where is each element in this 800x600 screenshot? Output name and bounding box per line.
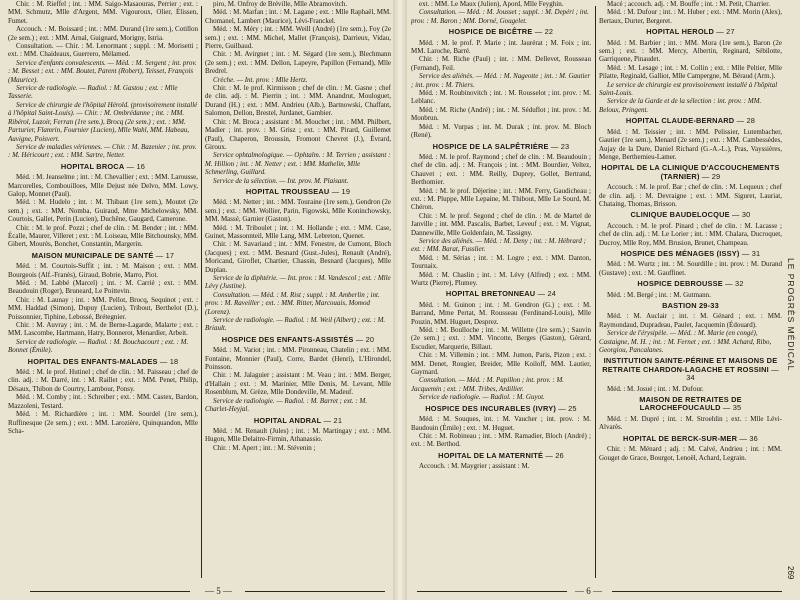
staff-entry: Méd. : M. Auclair ; int. : M. Génard ; ext. : MM. Raymondaud, Dupradeau, Paulet, Jacquemin (Édouard).: [599, 312, 782, 329]
heading-dash: —: [321, 415, 334, 425]
hospital-number: 27: [726, 27, 735, 37]
hospital-heading: [411, 143, 591, 151]
staff-entry: Méd. : M. Dupré ; int. : M. Stroehlin ; ext. : Mlle Lévi-Alvarès.: [599, 414, 782, 432]
heading-dash: —: [722, 279, 736, 289]
right-column-2: [599, 0, 782, 582]
column-divider: [595, 6, 596, 578]
staff-entry: Méd. : M. Hudelo ; int. : M. Thibaut (1re sem.), Moutet (2e sem.) ; ext. : MM. Nomba, Guiraud, Mme Michelowsky, MM. Courtois, Gallet, Perin (Lucien), Duchêne, Gaugard, Camerone.: [8, 198, 198, 224]
hospital-number: 25: [568, 403, 577, 413]
hospital-name: HOSPICE DES MÉNAGES (ISSY): [620, 248, 740, 258]
staff-entry: Chir. : M. Apert ; int. : M. Stévenin ;: [213, 443, 316, 452]
hospital-heading: [599, 357, 782, 382]
hospital-number: 24: [547, 289, 557, 299]
service-entry: Service de la diphtérie. — Int. prov. : M. Vandescol ; ext. : Mlle Lévy (Justine).: [205, 274, 391, 291]
staff-entry: Méd. : M. le prof. Raymond ; chef de clin. : M. Beaudouin ; chef de clin. adj. : M. François ; int. : MM. Bourdier, Veltez, Chauvet ; ext. : MM. Reilly, Duprey, Gollet, Bertrand, Berthomier.: [411, 152, 591, 187]
staff-entry: Chir. : M. le prof. Segond ; chef de clin. : M. de Martel de Janville ; int. MM. Pascalis, Barbet, Leveuf ; ext. : M. Vignat, Dannewille, Mlle Goldenfain, M. Tassigny.: [411, 211, 591, 237]
service-entry: Service de l'érysipèle. — Méd. : M. Marie (en congé), Castaigne, M. H. ; int. : M. Fernet ; ext. : MM. Achard, Ribo, Georgiou, Pancalanes.: [599, 329, 772, 355]
service-entry: Service de chirurgie de l'hôpital Hérold. (provisoirement installé à l'hôpital Saint-Louis). — Chir. : M. Ombrédanne ; int. : MM. Ribérol, Luzoir, Ferran (1re sem.), Brocq (2e sem.) ; ext. : MM. Parturier, Flamrin, Fournier (Lucien), Mlle Wahl, MM. Habeau, Auvigne, Poisvert.: [8, 100, 198, 143]
hospital-name: HOPITAL DE BERCK-SUR-MER: [623, 433, 738, 443]
hospital-heading: [205, 336, 391, 344]
hospital-name: HOPITAL ANDRAL: [253, 415, 322, 425]
service-entry: Service de la sélection. — Int. prov. M. Plaisant.: [213, 176, 349, 185]
hospital-number: 32: [735, 279, 744, 289]
staff-entry: Chir. : M. Riche (Paul) ; int. : MM. Dellevet, Rousseau (Fernand), Feil.: [411, 55, 591, 72]
staff-entry: Méd. : M. Marfan ; int. : M. Lagane ; ext. : Mlle Raphaël, MM. Chomanel, Lambert (Maurice), Lévi-Franckel.: [205, 8, 391, 25]
service-entry: Service des aliénés. — Méd. : M. Deny ; int. : M. Hébrard ; ext. : MM. Barat, Fusslier.: [411, 236, 586, 254]
hospital-heading: [411, 290, 591, 298]
hospital-heading: [599, 435, 782, 443]
heading-dash: —: [543, 450, 556, 460]
heading-dash: —: [739, 248, 752, 258]
hospital-heading: [205, 417, 391, 425]
hospital-number: 19: [341, 186, 351, 196]
hospital-name: HOSPICE DE BICÊTRE: [448, 27, 533, 37]
hospital-heading: [411, 405, 591, 413]
heading-dash: —: [535, 289, 548, 299]
staff-entry: Méd. : M. le prof. Déjerine ; int. : MM. Ferry, Gaudicheau ; ext. : M. Pluppe, Mlle Lepaine, M. Thibout, Mlle Le Sourd, M. Chéron.: [411, 186, 591, 212]
hospital-number: 22: [544, 27, 554, 37]
journal-title: LE PROGRÈS MÉDICAL: [786, 258, 796, 372]
staff-entry: Méd. : M. Guinon ; int. : M. Gendron (G.) ; ext. : M. Barrand, Mme Pertat, M. Rousseau (Ferdinand-Louis), Mlle Pouzin, MM. Huguet, Desprez.: [411, 300, 591, 326]
heading-dash: —: [737, 433, 750, 443]
staff-entry: Méd. : M. Souques, int. : M. Vaucher ; int. prov. : M. Baudouin (Émile) ; ext. : M. Huguet.: [411, 415, 591, 432]
hospital-number: 29: [711, 171, 721, 181]
heading-dash: —: [734, 116, 747, 126]
staff-entry: Méd. : M. le prof. P. Marie ; int. Jaurérat ; M. Foix ; int. MM. Laroche, Barré.: [411, 38, 591, 56]
staff-entry: Méd. : M. Josué ; int. : M. Dufour.: [607, 384, 704, 393]
service-entry: Service de la Garde et de la sélection : int. prov. : MM. Beloux, Pringent.: [599, 97, 762, 114]
hospital-number: 34: [686, 373, 695, 383]
staff-entry: Chir. : M. Rieffel ; int. : MM. Saigo-Masaouras, Perrier ; ext. : MM. Schmutz, Mlle d'Argent, MM. Vigouroux, Olier, Élissen, Fumet.: [8, 0, 198, 25]
staff-entry: Accouch. : M. le prof. Bar ; chef de clin. : M. Lequeux ; chef de clin. adj. : M. Devraigne ; ext. : MM. Siguret, Lauriat, Chataing, Thomas, Brisson.: [599, 183, 782, 208]
heading-dash: —: [699, 171, 712, 181]
hospital-heading: [411, 452, 591, 460]
hospital-number: 28: [746, 116, 756, 126]
hospital-name: HOPITAL DE LA CLINIQUE D'ACCOUCHEMENTS (TARNIER): [601, 163, 780, 181]
hospital-name: HOPITAL BROCA: [60, 161, 125, 171]
hospital-name: BASTION 29-33: [662, 301, 719, 310]
service-entry: Service de radiologie. — Radiol. : M. Gastou ; ext. : Mlle Tasserie.: [8, 84, 178, 101]
staff-entry: Méd. : M. Comby ; int. : Schreiber ; ext. : MM. Castex, Bardon, Mazzoleni, Testard.: [8, 393, 198, 410]
service-entry: Consultation. — Méd. : M. Rist ; suppl. : M. Amberlin ; int. prov. : M. Raveiller ; ext. : MM. Ritter, Marcouais, Momod (Lorenz).: [205, 290, 380, 316]
staff-entry: Chir. : M. Launay ; int. : MM. Pellot, Brocq, Sequinot ; ext. : MM. Haddad (Simon), Dupuy (Lucien), Tribout, Berthelot (D.), Poissonnier, Tiphine, Lebossé, Brétegnier.: [8, 295, 198, 321]
right-page: [407, 0, 800, 600]
staff-entry: Méd. : M. Méry ; int. : MM. Weill (André) (1re sem.), Foy (2e sem.) ; ext. : MM. Michel, Mallet (François), Darrieux, Vidau, Pierre, Guilbaud.: [205, 25, 391, 51]
staff-entry: Accouch. : M. Boissard ; int. : MM. Durand (1re sem.), Cotillon (2e sem.) ; ext. : MM. Arnal, Guignard, Morigny, Istria.: [8, 25, 198, 42]
hospital-heading: [599, 250, 782, 258]
heading-dash: —: [124, 161, 137, 171]
heading-dash: —: [714, 27, 727, 37]
footer-rule-left-2: [245, 591, 385, 592]
hospital-name: HOPITAL BRETONNEAU: [445, 289, 536, 299]
staff-entry: Méd. : M. Renault (Jules) ; int. : M. Martingay ; ext. : MM. Hugon, Mlle Delaitre-Firmin, Athanassio.: [205, 426, 391, 444]
staff-entry: Accouch. : M. le prof. Pinard ; chef de clin. : M. Lacasse ; chef de clin. adj. : M. Le Lorier ; int. : MM. Chalara, Ducroquet, Ducroy, Mlle Roy, MM. Brusion, Brunet, Champeau.: [599, 221, 782, 247]
hospital-heading: [599, 280, 782, 288]
service-entry: Service de radiologie. — Radiol. : M. Barret ; ext. : M. Charlet-Heyjal.: [205, 396, 368, 414]
staff-entry: Chir. : M. le prof. Kirmisson ; chef de clin. : M. Gasne ; chef de clin. adj. : M. Pierrin ; int. : MM. Anandrut, Mouloguet, Durand (H.) ; ext. : MM. Andrieu (Alb.), Bartnowski, Chaffant, Salomon, Dellon, Brestel, Jurdanet, Gambier.: [205, 84, 391, 118]
service-entry: Service de radiologie. — Radiol. : M. Guyot.: [419, 393, 545, 402]
staff-entry: Chir. : M. le prof. Pozzi ; chef de clin. : M. Bender ; int. : MM. Écalle, Maurer, Villeret ; ext. : M. Loiseau, Mlle Bitchounsky, MM. Gibert, Mourès, Bonchet, Constantin, Margerin.: [8, 223, 198, 249]
hospital-heading: [8, 163, 198, 171]
staff-entry: Chir. : M. Villemin ; int. : MM. Jumon, Paris, Pizon ; ext. : MM. Denet, Rougier, Breider, Mlle Koiloff, MM. Lautier, Gaymard.: [411, 351, 591, 377]
service-entry: Service de radiologie. — Radiol. : M. Weil (Albert) ; ext. : M. Briault.: [205, 316, 386, 333]
staff-entry: Méd. : M. Variot ; int. : MM. Pironneau, Chatelin ; ext. : MM. Fontaine, Monnier (Paul), Corre, Bardet (Henri), L'Hirondel, Poinsson.: [205, 346, 391, 372]
heading-dash: —: [768, 364, 779, 374]
hospital-number: 20: [365, 334, 375, 344]
staff-entry: Méd. : M. Sérias ; int. : M. Logre ; ext. : MM. Danton, Tournaix.: [411, 253, 591, 271]
staff-entry: Méd. : M. Dufour ; int. : M. Huber ; ext. : MM. Morin (Alex), Bertaux, Durter, Bergeret.: [599, 8, 782, 25]
staff-entry: Méd. : M. Vurpas ; int. M. Durak ; int. prov. M. Bloch (René).: [411, 122, 591, 140]
running-header: [786, 258, 800, 598]
staff-entry: Méd. : M. Courtois-Suffit ; int. : M. Maison ; ext. : MM. Bourgeois (Alf.-Franès), Giraud, Bobrie, Marro, Piot.: [8, 262, 198, 279]
hospital-name: HOPITAL TROUSSEAU: [245, 186, 330, 196]
heading-dash: —: [548, 141, 561, 151]
hospital-heading: [8, 252, 198, 260]
heading-dash: —: [353, 334, 366, 344]
left-page: [0, 0, 393, 600]
hospital-number: 16: [136, 161, 146, 171]
staff-entry: piro, M. Onfroy de Bréville, Mlle Abramovitch.: [213, 0, 348, 8]
hospital-heading: [205, 188, 391, 196]
staff-entry: Méd. : M. Teissier ; int. : MM. Pelissier, Lutembacher, Gautier (1re sem.), Menard (2e sem.) ; ext. : MM. Cambessèdes, Aujay de la Dure, Daniel Richard (G.-A.-L.), Pras, Vayssières, Menge, Berthemieu-Lamer.: [599, 127, 782, 161]
column-divider: [201, 6, 202, 578]
sidebar-page-number: 269: [786, 566, 795, 580]
book-fold: [393, 0, 407, 600]
hospital-name: MAISON DE RETRAITES DE LAROCHEFOUCAULD: [639, 395, 742, 413]
service-entry: Service d'enfants convalescents. — Méd. : M. Sergent ; int. prov. : M. Besset ; ext. : MM. Boutet, Parent (Robert), Teisset, François (Maurice).: [8, 58, 197, 84]
hospital-number: 18: [169, 356, 179, 366]
staff-entry: Accouch. : M. Maygrier ; assistant : M.: [419, 462, 530, 471]
service-entry: Service de maladies vériennes. — Chir. : M. Bazenier ; int. prov. : M. Héricourt ; ext. : MM. Sartre, Netter.: [8, 142, 197, 160]
hospital-name: HOSPICE DEBROUSSE: [637, 279, 723, 289]
service-entry: Crèche. — Int. prov. : Mlle Hertz.: [213, 75, 308, 84]
hospital-number: 36: [749, 433, 758, 443]
hospital-number: 26: [555, 450, 564, 460]
staff-entry: Méd. : M. Richardière ; int. : MM. Sourdel (1re sem.), Ruffinesque (2e sem.) ; ext. : MM. Larozière, Quinquandon, Mlle Scha-: [8, 410, 198, 435]
staff-entry: Méd. : M. Triboulet ; int. : M. Hollande ; ext. : MM. Case, Guinet, Massonnteil, Mlle Lang, MM. Lebreton, Quenet.: [205, 223, 391, 240]
staff-entry: Chir. : M. Robineau ; int. : MM. Ramadier, Bloch (André) ; ext. : M. Berthod.: [411, 431, 591, 449]
footer-rule-right-2: [612, 591, 782, 592]
hospital-heading: [411, 28, 591, 36]
staff-entry: Méd. : M. Roubinovitch ; int. : M. Rousselot ; int. prov. : M. Leblanc.: [411, 89, 591, 106]
service-entry: Consultation. — Méd. : M. Jousset ; suppl. : M. Depéri ; int. prov. : M. Baron ; MM. Dorné, Gougelet.: [411, 8, 589, 25]
hospital-heading: [599, 396, 782, 413]
heading-dash: —: [329, 186, 342, 196]
left-column-1: [8, 0, 198, 582]
hospital-name: HOPITAL CLAUDE-BERNARD: [625, 116, 735, 126]
staff-entry: Chir. : M. Savariaud ; int. : MM. Fenestre, de Cumont, Bloch (Jacques) ; ext. : MM. Besnard (Gust.-Jules), Renault (André), Moricand, Giroflet, Chartier, Chassin, Besnard (Jacques), Mlle Duplan.: [205, 240, 391, 274]
hospital-heading: [599, 164, 782, 181]
left-column-2: [205, 0, 391, 582]
hospital-heading: [599, 211, 782, 219]
staff-entry: Chir. : M. Jalaguier ; assistant : M. Veau ; int. : MM. Berger, d'Hallain ; ext. : M. Marinier, Mlle Denis, M. Levant, Mlle Rosenblum, M. Grèze, Mlle Dondeville, M. Madeuf.: [205, 371, 391, 397]
hospital-number: 31: [751, 248, 761, 258]
staff-entry: Méd. : M. le prof. Hutinel ; chef de clin. : M. Paisseau ; chef de clin. adj. : M. Darré, int. : M. Raillet ; ext. : MM. Penet, Philip, Désaux, Thibon de Courtry, Lambour, Ponsy.: [8, 368, 198, 393]
heading-dash: —: [720, 403, 733, 413]
staff-entry: Consultation. — Chir. : M. Lenormant ; suppl. : M. Morisetti ; ext. : MM. Chaideaux, Guerrero, Mélamed.: [8, 42, 198, 59]
hospital-name: MAISON MUNICIPALE DE SANTÉ: [31, 250, 154, 260]
hospital-name: HOPITAL DES ENFANTS-MALADES: [27, 356, 158, 366]
page-number-left: — 5 —: [205, 586, 232, 596]
heading-dash: —: [153, 250, 166, 260]
hospital-name: HOSPICE DES ENFANTS-ASSISTÉS: [221, 334, 354, 344]
hospital-number: 21: [333, 415, 343, 425]
staff-entry: Chir. : M. Avirgnet ; int. : M. Ségard (1re sem.), Blechmann (2e sem.) ; ext. : MM. Dellon, Lapeyre, Papillon (Fernand), Mlle Bredrel.: [205, 50, 391, 76]
hospital-number: 30: [741, 210, 751, 220]
hospital-heading: [599, 117, 782, 125]
hospital-number: 17: [165, 250, 175, 260]
staff-entry: Méd. : M. Riche (André) ; int. : M. Séduflot ; int. prov. : M. Monbrun.: [411, 105, 591, 123]
staff-entry: Méd. : M. Bergé ; int. : M. Gutmann.: [607, 290, 711, 299]
staff-entry: Chir. : M. Auvray ; int. : M. de Berne-Lagarde, Malarte ; ext. : MM. Lascombe, Hartmann, Hatry, Bonnerot, Menardier, Arbeit.: [8, 321, 198, 338]
hospital-number: 35: [732, 403, 742, 413]
footer-rule-left: [30, 591, 190, 592]
heading-dash: —: [729, 210, 742, 220]
hospital-name: HOPITAL DE LA MATERNITÉ: [438, 450, 544, 460]
service-entry: Service des aliénés. — Méd. : M. Nageotte ; int. : M. Gautier ; int. prov. : M. Thiers.: [411, 72, 591, 89]
hospital-heading: [599, 302, 782, 310]
hospital-name: INSTITUTION SAINTE-PÉRINE ET MAISONS DE RETRAITE CHARDON-LAGACHE ET ROSSINI: [602, 356, 778, 374]
staff-entry: Méd. : M. Labbé (Marcel) ; int. : M. Carrié ; ext. : MM. Beaudouin (Roger), Bruneard, Le Poittevin.: [8, 279, 198, 296]
staff-entry: Macé ; accouch. adj. : M. Bouffe ; int. : M. Petit, Charrier.: [607, 0, 770, 8]
staff-entry: Méd. : M. Netter ; int. : MM. Touraine (1re sem.), Gendron (2e sem.) ; ext. : MM. Wollier, Parin, Figowski, Mlle Koninchowsky, MM. Massé, Garnier (Gaston).: [205, 198, 391, 224]
hospital-heading: [599, 28, 782, 36]
right-column-1: [411, 0, 591, 582]
page-number-right: — 6 —: [575, 586, 602, 596]
service-entry: Service de radiologie. — Radiol. : M. Bouchacourt ; ext. : M. Bonnet (Émile).: [8, 337, 189, 355]
staff-entry: Chir. : M. Broca ; assistant : M. Mouchet ; int. : MM. Philbert, Madier ; int. prov. : M. Grisz ; ext. : MM. Pirard, Guillemet (Paul), Chaperon, Broussin, Fromont Chevret (J.), Évrard, Giroux.: [205, 117, 391, 151]
heading-dash: —: [157, 356, 170, 366]
staff-entry: Méd. : M. Wurtz ; int. : M. Sourdille ; int. prov. : M. Durand (Gustave) ; ext. : M. Gauffinet.: [599, 260, 782, 277]
service-entry: Le service de chirurgie est provisoirement installé à l'hôpital Saint-Louis.: [599, 80, 778, 98]
footer-rule-right: [417, 591, 567, 592]
service-entry: Consultation. — Méd. : M. Papillon ; int. prov. : M. Jacquemin ; ext. : MM. Tribes, Ardillier.: [411, 376, 565, 393]
staff-entry: Méd. : M. Boulloche ; int. : M. Willette (1re sem.) ; Sauvin (2e sem.) ; ext. : MM. Vincotte, Berges (Gaston), Gérard, Escudier, Marquerie, Billaut.: [411, 326, 591, 351]
staff-entry: Méd. : M. Jeanselme ; int. : M. Chevallier ; ext. : MM. Larousse, Marcorelles, Combouilloes, Mlle Dejust née Delvo, MM. Lowy, Galop, Monnet (Paul).: [8, 173, 198, 198]
service-entry: Service ophtalmologique. — Ophtalm. : M. Terrien ; assistant : M. Hillion ; int. : M. Netter ; ext. : MM. Mathelin, Mlle Schmerling, Guillard.: [205, 151, 391, 177]
hospital-heading: [8, 358, 198, 366]
hospital-number: 23: [560, 141, 570, 151]
heading-dash: —: [556, 403, 569, 413]
staff-entry: Méd. : M. Lesage ; int. : M. Collin ; ext. : Mlle Peltier, Mlle Pilatte, Reginald, Galliot, Mlle Campergne, M. Béraud (Arm.).: [599, 63, 782, 81]
hospital-name: HOSPICE DE LA SALPÊTRIÈRE: [432, 141, 549, 151]
staff-entry: Chir. : M. Ménard ; adj. : M. Calvé, Andrieu ; int. : MM. Gouget de Grace, Bourgot, Lenoël, Achard, Legrain.: [599, 445, 782, 462]
hospital-name: HOSPICE DES INCURABLES (IVRY): [425, 403, 557, 413]
staff-entry: Méd. : M. Barbier ; int. : MM. Mora (1re sem.), Baron (2e sem.) ; ext. : MM. Mercy, Albertin, Reginard, Sébilotte, Garriquene, Pinaudet.: [599, 38, 782, 64]
hospital-name: CLINIQUE BAUDELOCQUE: [630, 210, 730, 220]
hospital-name: HOPITAL HEROLD: [646, 27, 715, 37]
staff-entry: Méd. : M. Chaslin ; int. : M. Lévy (Alfred) ; ext. : MM. Wurtz (Pierre), Plumey.: [411, 270, 591, 287]
staff-entry: ext. : MM. Le Maux (Julien), Apord, Mlle Feyghin.: [419, 0, 564, 8]
heading-dash: —: [532, 27, 545, 37]
